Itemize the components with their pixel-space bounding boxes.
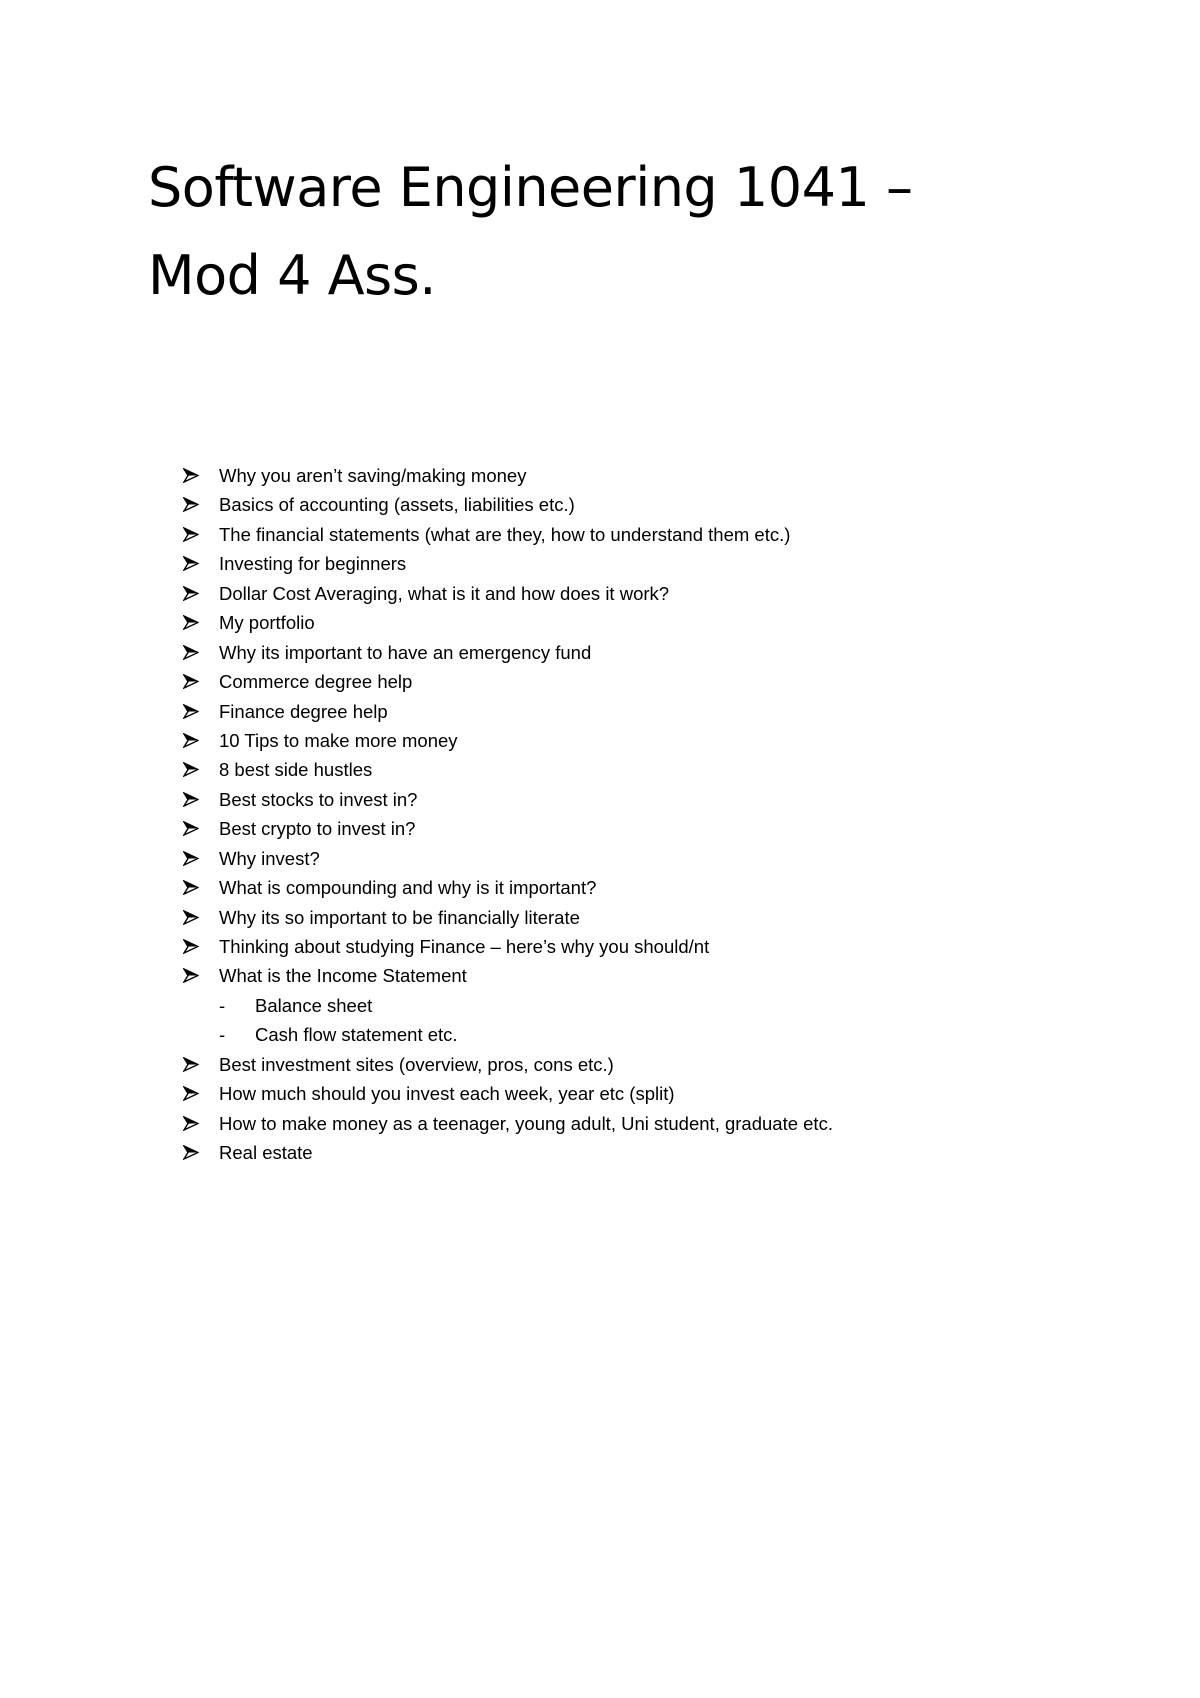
list-item-text: Investing for beginners [219, 553, 407, 575]
list-item-text: Cash flow statement etc. [255, 1024, 458, 1046]
list-item-text: Best investment sites (overview, pros, cons etc.) [219, 1053, 614, 1075]
arrowhead-bullet-icon [183, 497, 199, 512]
arrowhead-bullet-icon [183, 762, 199, 777]
list-item-text: How much should you invest each week, year etc (split) [219, 1083, 675, 1105]
arrowhead-bullet-icon [183, 674, 199, 689]
list-item-text: Why you aren’t saving/making money [219, 465, 527, 486]
list-item-text: Basics of accounting (assets, liabilities etc.) [219, 494, 575, 516]
title-line-1: Software Engineering 1041 – [148, 156, 913, 219]
dash-bullet: - [219, 1024, 226, 1046]
arrowhead-bullet-icon [183, 1086, 199, 1101]
list-item-text: Thinking about studying Finance – here’s why you should/nt [219, 936, 710, 957]
title-line-2: Mod 4 Ass. [148, 244, 436, 307]
list-item-text: 10 Tips to make more money [219, 729, 458, 751]
arrowhead-bullet-icon [183, 880, 199, 895]
arrowhead-bullet-icon [183, 968, 199, 983]
arrowhead-bullet-icon [183, 821, 199, 836]
arrowhead-bullet-icon [183, 910, 199, 925]
arrowhead-bullet-icon [183, 527, 199, 542]
list-item-text: My portfolio [219, 612, 315, 634]
arrowhead-bullet-icon [183, 792, 199, 807]
list-item-text: The financial statements (what are they, how to understand them etc.) [219, 523, 791, 545]
list-item-text: 8 best side hustles [219, 759, 373, 781]
arrowhead-bullet-icon [183, 556, 199, 571]
arrowhead-bullet-icon [183, 468, 199, 483]
list-item-text: What is compounding and why is it important? [219, 877, 597, 899]
list-item-text: How to make money as a teenager, young adult, Uni student, graduate etc. [219, 1112, 833, 1134]
list-item-text: Why its important to have an emergency fund [219, 641, 592, 663]
arrowhead-bullet-icon [183, 615, 199, 630]
list-item-text: Finance degree help [219, 700, 388, 722]
list-item-text: Why its so important to be financially literate [219, 906, 580, 928]
arrowhead-bullet-icon [183, 851, 199, 866]
document-title [148, 144, 1048, 320]
arrowhead-bullet-icon [183, 1057, 199, 1072]
dash-bullet: - [219, 994, 226, 1016]
arrowhead-bullet-icon [183, 939, 199, 954]
list-item-text: Dollar Cost Averaging, what is it and how does it work? [219, 582, 670, 604]
list-item-text: Commerce degree help [219, 671, 413, 693]
list-item-text: Why invest? [219, 847, 320, 869]
list-item-text: Best crypto to invest in? [219, 818, 416, 840]
list-item-text: Best stocks to invest in? [219, 788, 418, 810]
arrowhead-bullet-icon [183, 704, 199, 719]
list-item-text: Balance sheet [255, 994, 373, 1016]
arrowhead-bullet-icon [183, 1116, 199, 1131]
list-item-text: What is the Income Statement [219, 965, 467, 987]
arrowhead-bullet-icon [183, 1145, 199, 1160]
arrowhead-bullet-icon [183, 733, 199, 748]
arrowhead-bullet-icon [183, 645, 199, 660]
arrowhead-bullet-icon [183, 586, 199, 601]
list-item-text: Real estate [219, 1142, 313, 1164]
